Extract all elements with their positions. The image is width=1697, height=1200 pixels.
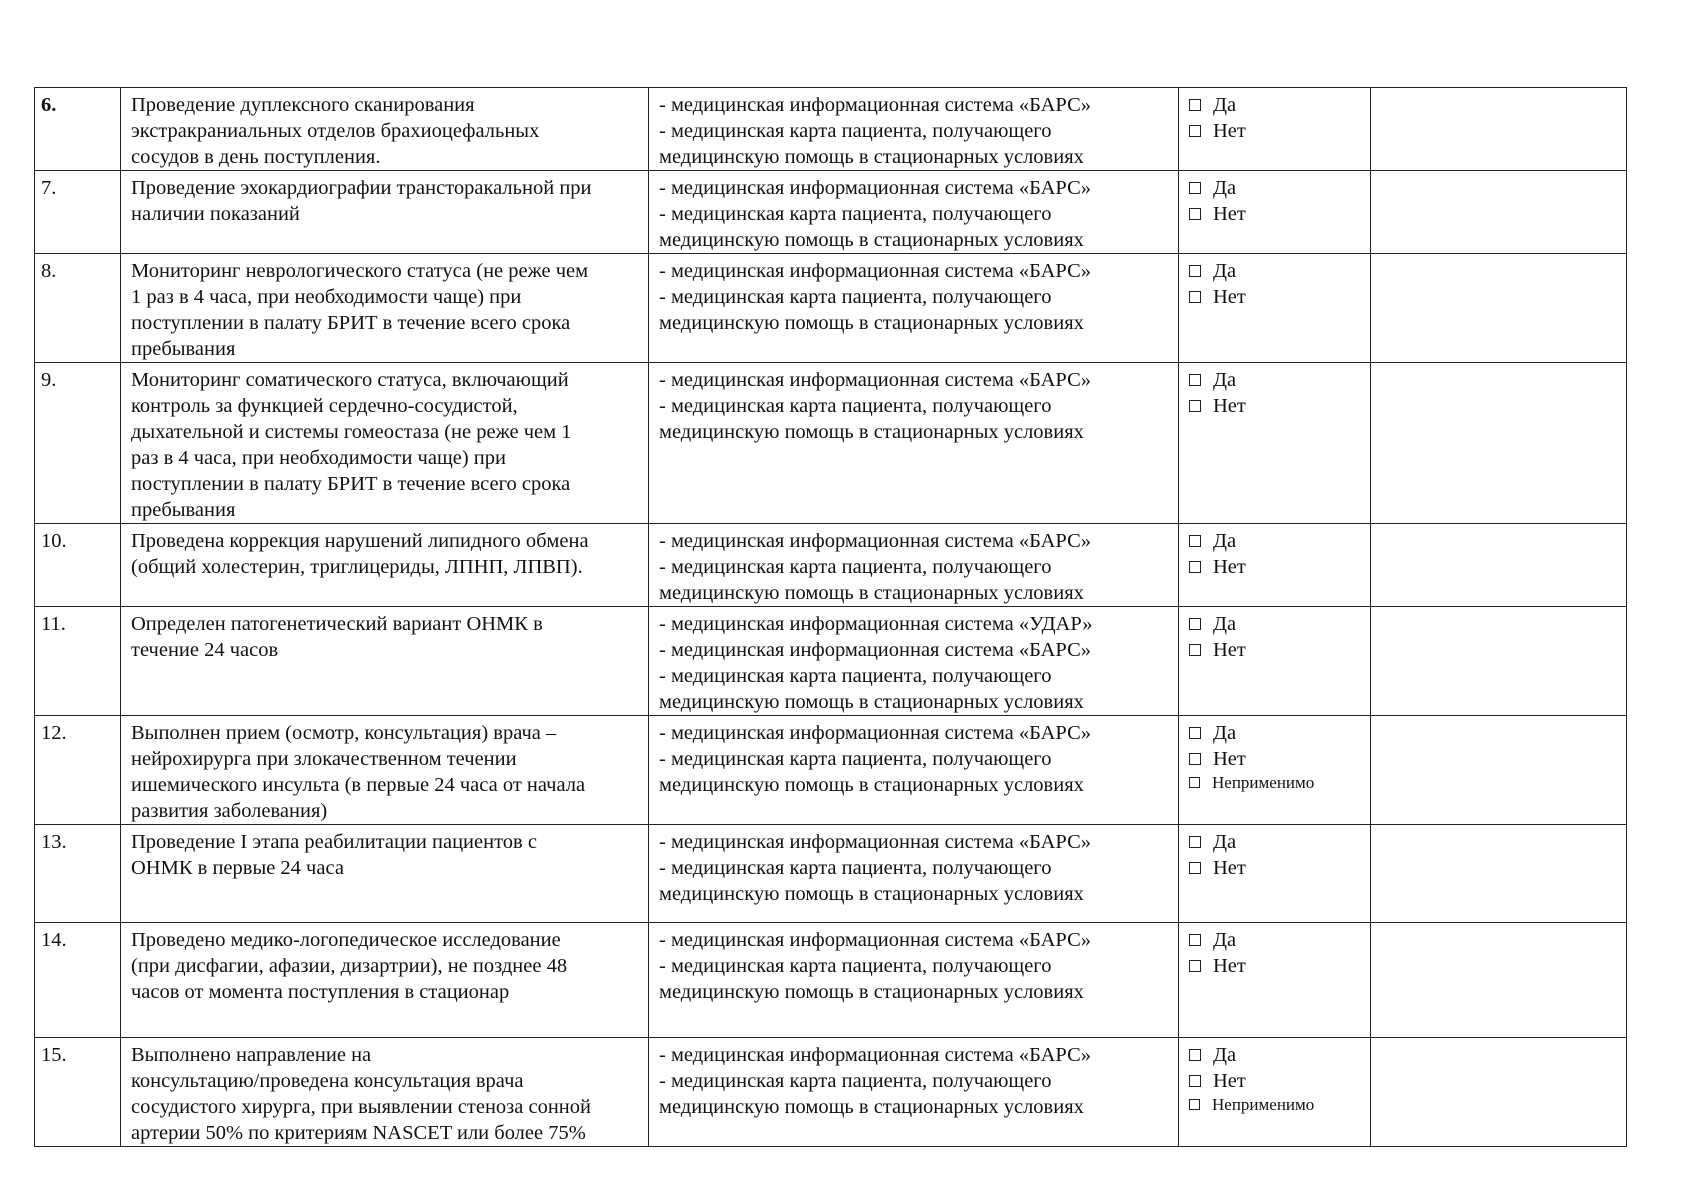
checkbox-option-yes[interactable] xyxy=(1189,1042,1360,1068)
criterion-description xyxy=(121,254,649,363)
checkbox-option-yes[interactable] xyxy=(1189,175,1360,201)
row-number: 14. xyxy=(35,923,121,1038)
source-line: медицинскую помощь в стационарных условиях xyxy=(659,421,1084,443)
source-line: - медицинская информационная система «БАРС» xyxy=(659,639,1092,661)
description-line: поступлении в палату БРИТ в течение всего срока xyxy=(131,312,571,334)
source-line: - медицинская информационная система «БАРС» xyxy=(659,929,1092,951)
data-source xyxy=(649,171,1179,254)
checkbox-option-no[interactable] xyxy=(1189,1068,1360,1094)
description-line: Выполнен прием (осмотр, консультация) врача – xyxy=(131,722,557,744)
source-line: медицинскую помощь в стационарных условиях xyxy=(659,774,1084,796)
checkbox-icon[interactable] xyxy=(1189,934,1201,946)
description-line: Проведение эхокардиографии трансторакальной при xyxy=(131,177,592,199)
answer-options xyxy=(1179,825,1371,923)
notes-cell[interactable] xyxy=(1371,607,1627,716)
checkbox-label: Неприменимо xyxy=(1212,1095,1315,1114)
row-number: 10. xyxy=(35,524,121,607)
checkbox-icon[interactable] xyxy=(1189,208,1201,220)
checkbox-option-not-applicable[interactable] xyxy=(1189,772,1360,794)
description-line: пребывания xyxy=(131,338,236,360)
notes-cell[interactable] xyxy=(1371,923,1627,1038)
description-line: артерии 50% по критериям NASCET или более 75% xyxy=(131,1122,586,1144)
checkbox-label: Да xyxy=(1213,530,1237,552)
checkbox-label: Неприменимо xyxy=(1212,773,1315,792)
checkbox-option-no[interactable] xyxy=(1189,201,1360,227)
description-line: Определен патогенетический вариант ОНМК в xyxy=(131,613,543,635)
checkbox-option-yes[interactable] xyxy=(1189,258,1360,284)
checkbox-option-yes[interactable] xyxy=(1189,92,1360,118)
checkbox-label: Да xyxy=(1213,177,1237,199)
checkbox-icon[interactable] xyxy=(1189,753,1201,765)
table-row xyxy=(35,825,1627,923)
checkbox-icon[interactable] xyxy=(1189,1099,1200,1110)
source-line: - медицинская информационная система «БАРС» xyxy=(659,831,1092,853)
notes-cell[interactable] xyxy=(1371,88,1627,171)
checkbox-option-no[interactable] xyxy=(1189,637,1360,663)
checkbox-label: Да xyxy=(1213,929,1237,951)
description-line: Проведено медико-логопедическое исследование xyxy=(131,929,561,951)
source-line: - медицинская информационная система «БАРС» xyxy=(659,369,1092,391)
checkbox-label: Нет xyxy=(1213,1070,1246,1092)
checkbox-option-no[interactable] xyxy=(1189,118,1360,144)
description-line: (общий холестерин, триглицериды, ЛПНП, ЛПВП). xyxy=(131,556,583,578)
criteria-table-body xyxy=(35,88,1627,1147)
criterion-description xyxy=(121,1038,649,1147)
data-source xyxy=(649,607,1179,716)
data-source xyxy=(649,88,1179,171)
source-line: медицинскую помощь в стационарных условиях xyxy=(659,146,1084,168)
source-line: медицинскую помощь в стационарных условиях xyxy=(659,582,1084,604)
checkbox-icon[interactable] xyxy=(1189,291,1201,303)
source-line: - медицинская карта пациента, получающего xyxy=(659,556,1052,578)
source-line: медицинскую помощь в стационарных условиях xyxy=(659,691,1084,713)
source-line: - медицинская информационная система «БАРС» xyxy=(659,722,1092,744)
notes-cell[interactable] xyxy=(1371,363,1627,524)
checkbox-icon[interactable] xyxy=(1189,618,1201,630)
checkbox-icon[interactable] xyxy=(1189,836,1201,848)
checkbox-option-no[interactable] xyxy=(1189,554,1360,580)
checkbox-label: Да xyxy=(1213,369,1237,391)
data-source xyxy=(649,716,1179,825)
source-line: медицинскую помощь в стационарных условиях xyxy=(659,981,1084,1003)
notes-cell[interactable] xyxy=(1371,825,1627,923)
criterion-description xyxy=(121,825,649,923)
data-source xyxy=(649,524,1179,607)
source-line: - медицинская информационная система «БАРС» xyxy=(659,94,1092,116)
checkbox-label: Нет xyxy=(1213,120,1246,142)
description-line: развития заболевания) xyxy=(131,800,328,822)
data-source xyxy=(649,825,1179,923)
answer-options xyxy=(1179,524,1371,607)
description-line: экстракраниальных отделов брахиоцефальных xyxy=(131,120,540,142)
source-line: - медицинская карта пациента, получающего xyxy=(659,748,1052,770)
notes-cell[interactable] xyxy=(1371,254,1627,363)
checkbox-icon[interactable] xyxy=(1189,400,1201,412)
description-line: Проведение дуплексного сканирования xyxy=(131,94,475,116)
checkbox-option-no[interactable] xyxy=(1189,953,1360,979)
checkbox-icon[interactable] xyxy=(1189,960,1201,972)
description-line: контроль за функцией сердечно-сосудистой, xyxy=(131,395,518,417)
checkbox-option-yes[interactable] xyxy=(1189,367,1360,393)
checkbox-option-yes[interactable] xyxy=(1189,829,1360,855)
description-line: дыхательной и системы гомеостаза (не реже чем 1 xyxy=(131,421,572,443)
checkbox-option-no[interactable] xyxy=(1189,855,1360,881)
checkbox-icon[interactable] xyxy=(1189,125,1201,137)
description-line: Проведена коррекция нарушений липидного обмена xyxy=(131,530,589,552)
description-line: сосудистого хирурга, при выявлении стеноза сонной xyxy=(131,1096,591,1118)
checkbox-label: Да xyxy=(1213,260,1237,282)
checkbox-icon[interactable] xyxy=(1189,182,1201,194)
criterion-description xyxy=(121,363,649,524)
table-row xyxy=(35,363,1627,524)
checkbox-icon[interactable] xyxy=(1189,265,1201,277)
answer-options xyxy=(1179,1038,1371,1147)
source-line: - медицинская информационная система «БАРС» xyxy=(659,260,1092,282)
description-line: поступлении в палату БРИТ в течение всего срока xyxy=(131,473,571,495)
checkbox-label: Да xyxy=(1213,831,1237,853)
source-line: - медицинская информационная система «БАРС» xyxy=(659,530,1092,552)
checkbox-icon[interactable] xyxy=(1189,1075,1201,1087)
checkbox-label: Нет xyxy=(1213,556,1246,578)
description-line: наличии показаний xyxy=(131,203,300,225)
checkbox-label: Нет xyxy=(1213,395,1246,417)
data-source xyxy=(649,363,1179,524)
source-line: - медицинская карта пациента, получающего xyxy=(659,120,1052,142)
row-number: 8. xyxy=(35,254,121,363)
checkbox-option-yes[interactable] xyxy=(1189,720,1360,746)
data-source xyxy=(649,923,1179,1038)
notes-cell[interactable] xyxy=(1371,171,1627,254)
checkbox-icon[interactable] xyxy=(1189,644,1201,656)
source-line: медицинскую помощь в стационарных условиях xyxy=(659,229,1084,251)
description-line: Мониторинг неврологического статуса (не реже чем xyxy=(131,260,589,282)
criterion-description xyxy=(121,524,649,607)
checkbox-icon[interactable] xyxy=(1189,561,1201,573)
source-line: медицинскую помощь в стационарных условиях xyxy=(659,1096,1084,1118)
source-line: - медицинская карта пациента, получающего xyxy=(659,857,1052,879)
criterion-description xyxy=(121,88,649,171)
checkbox-icon[interactable] xyxy=(1189,535,1201,547)
checkbox-label: Да xyxy=(1213,722,1237,744)
row-number: 11. xyxy=(35,607,121,716)
checkbox-label: Да xyxy=(1213,94,1237,116)
source-line: - медицинская карта пациента, получающего xyxy=(659,665,1052,687)
description-line: ОНМК в первые 24 часа xyxy=(131,857,344,879)
answer-options xyxy=(1179,88,1371,171)
source-line: - медицинская карта пациента, получающего xyxy=(659,395,1052,417)
source-line: - медицинская информационная система «БАРС» xyxy=(659,177,1092,199)
answer-options xyxy=(1179,363,1371,524)
notes-cell[interactable] xyxy=(1371,524,1627,607)
notes-cell[interactable] xyxy=(1371,716,1627,825)
checkbox-label: Нет xyxy=(1213,203,1246,225)
checkbox-icon[interactable] xyxy=(1189,1049,1201,1061)
checkbox-icon[interactable] xyxy=(1189,727,1201,739)
checkbox-icon[interactable] xyxy=(1189,99,1201,111)
notes-cell[interactable] xyxy=(1371,1038,1627,1147)
description-line: Выполнено направление на xyxy=(131,1044,372,1066)
source-line: - медицинская карта пациента, получающего xyxy=(659,955,1052,977)
table-row xyxy=(35,923,1627,1038)
description-line: часов от момента поступления в стационар xyxy=(131,981,510,1003)
source-line: - медицинская карта пациента, получающего xyxy=(659,286,1052,308)
checkbox-icon[interactable] xyxy=(1189,777,1200,788)
source-line: - медицинская информационная система «УДАР» xyxy=(659,613,1093,635)
description-line: ишемического инсульта (в первые 24 часа от начала xyxy=(131,774,586,796)
checkbox-label: Нет xyxy=(1213,955,1246,977)
description-line: пребывания xyxy=(131,499,236,521)
description-line: нейрохирурга при злокачественном течении xyxy=(131,748,517,770)
checkbox-option-no[interactable] xyxy=(1189,393,1360,419)
description-line: течение 24 часов xyxy=(131,639,279,661)
checkbox-label: Нет xyxy=(1213,286,1246,308)
criterion-description xyxy=(121,716,649,825)
answer-options xyxy=(1179,171,1371,254)
checkbox-option-yes[interactable] xyxy=(1189,927,1360,953)
criterion-description xyxy=(121,171,649,254)
row-number: 9. xyxy=(35,363,121,524)
table-row xyxy=(35,171,1627,254)
table-row xyxy=(35,254,1627,363)
criterion-description xyxy=(121,923,649,1038)
description-line: (при дисфагии, афазии, дизартрии), не позднее 48 xyxy=(131,955,568,977)
checkbox-option-no[interactable] xyxy=(1189,746,1360,772)
answer-options xyxy=(1179,716,1371,825)
description-line: сосудов в день поступления. xyxy=(131,146,381,168)
checkbox-label: Нет xyxy=(1213,748,1246,770)
checkbox-option-not-applicable[interactable] xyxy=(1189,1094,1360,1116)
checkbox-option-no[interactable] xyxy=(1189,284,1360,310)
table-row xyxy=(35,88,1627,171)
criteria-table xyxy=(34,87,1627,1147)
answer-options xyxy=(1179,254,1371,363)
row-number: 15. xyxy=(35,1038,121,1147)
data-source xyxy=(649,1038,1179,1147)
checkbox-icon[interactable] xyxy=(1189,374,1201,386)
source-line: - медицинская информационная система «БАРС» xyxy=(659,1044,1092,1066)
row-number: 6. xyxy=(35,88,121,171)
checkbox-icon[interactable] xyxy=(1189,862,1201,874)
row-number: 7. xyxy=(35,171,121,254)
source-line: медицинскую помощь в стационарных условиях xyxy=(659,883,1084,905)
row-number: 12. xyxy=(35,716,121,825)
source-line: - медицинская карта пациента, получающего xyxy=(659,1070,1052,1092)
checkbox-option-yes[interactable] xyxy=(1189,611,1360,637)
description-line: Проведение I этапа реабилитации пациентов с xyxy=(131,831,537,853)
checkbox-label: Да xyxy=(1213,613,1237,635)
checkbox-label: Нет xyxy=(1213,639,1246,661)
source-line: медицинскую помощь в стационарных условиях xyxy=(659,312,1084,334)
criterion-description xyxy=(121,607,649,716)
checkbox-option-yes[interactable] xyxy=(1189,528,1360,554)
checkbox-label: Да xyxy=(1213,1044,1237,1066)
row-number: 13. xyxy=(35,825,121,923)
table-row xyxy=(35,716,1627,825)
description-line: консультацию/проведена консультация врача xyxy=(131,1070,524,1092)
data-source xyxy=(649,254,1179,363)
answer-options xyxy=(1179,607,1371,716)
source-line: - медицинская карта пациента, получающего xyxy=(659,203,1052,225)
description-line: Мониторинг соматического статуса, включающий xyxy=(131,369,569,391)
table-row xyxy=(35,607,1627,716)
description-line: 1 раз в 4 часа, при необходимости чаще) при xyxy=(131,286,522,308)
table-row xyxy=(35,524,1627,607)
checkbox-label: Нет xyxy=(1213,857,1246,879)
answer-options xyxy=(1179,923,1371,1038)
table-row xyxy=(35,1038,1627,1147)
description-line: раз в 4 часа, при необходимости чаще) при xyxy=(131,447,506,469)
